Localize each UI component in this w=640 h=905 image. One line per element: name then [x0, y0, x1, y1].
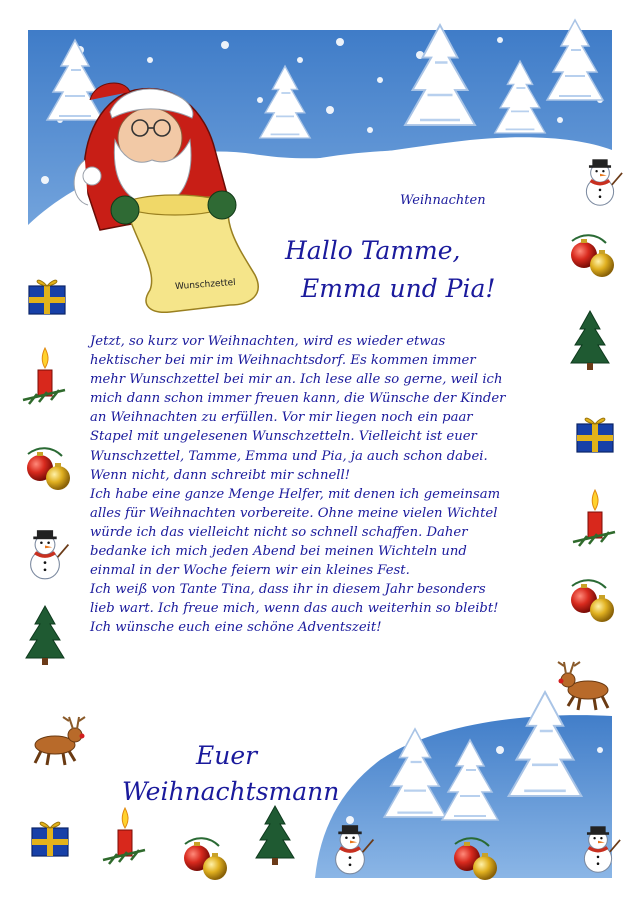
letter-place: Weihnachten [400, 193, 486, 208]
body-line: Wunschzettel, Tamme, Emma und Pia, ja auch schon dabei. [90, 448, 488, 464]
body-line: mich dann schon immer freuen kann, die Wünsche der Kinder [90, 391, 506, 407]
scroll-label: Wunschzettel [174, 277, 236, 293]
body-line: mehr Wunschzettel bei mir an. Ich lese alle so gerne, weil ich [90, 372, 503, 388]
signature-line: Euer [196, 741, 258, 770]
greeting-line: Emma und Pia! [301, 274, 496, 303]
body-line: bedanke ich mich jeden Abend bei meinen Wichteln und [90, 544, 467, 560]
body-line: würde ich das vielleicht nicht so schnell schaffen. Daher [90, 524, 468, 540]
body-line: an Weihnachten zu erfüllen. Vor mir liegen noch ein paar [90, 410, 473, 426]
letter-greeting [285, 232, 495, 308]
body-line: Ich weiß von Tante Tina, dass ihr in diesem Jahr besonders [90, 582, 486, 598]
body-line: hektischer bei mir im Weihnachtsdorf. Es kommen immer [90, 353, 476, 369]
letter-body [90, 332, 545, 638]
greeting-line: Hallo Tamme, [285, 236, 461, 265]
body-line: Ich habe eine ganze Menge Helfer, mit denen ich gemeinsam [90, 486, 501, 502]
body-line: einmal in der Woche feiern wir ein kleines Fest. [90, 563, 410, 579]
signature-line: Weihnachtsmann [122, 777, 340, 806]
body-line: Jetzt, so kurz vor Weihnachten, wird es wieder etwas [90, 334, 446, 349]
letter-signature [122, 738, 339, 810]
body-line: Ich wünsche euch eine schöne Adventszeit! [90, 620, 382, 636]
body-line: alles für Weihnachten vorbereite. Ohne meine vielen Wichtel [90, 505, 498, 521]
body-line: lieb wart. Ich freue mich, wenn das auch weiterhin so bleibt! [90, 601, 499, 617]
body-line: Stapel mit ungelesenen Wunschzetteln. Vielleicht ist euer [90, 429, 477, 445]
body-line: Wenn nicht, dann schreibt mir schnell! [90, 467, 351, 483]
